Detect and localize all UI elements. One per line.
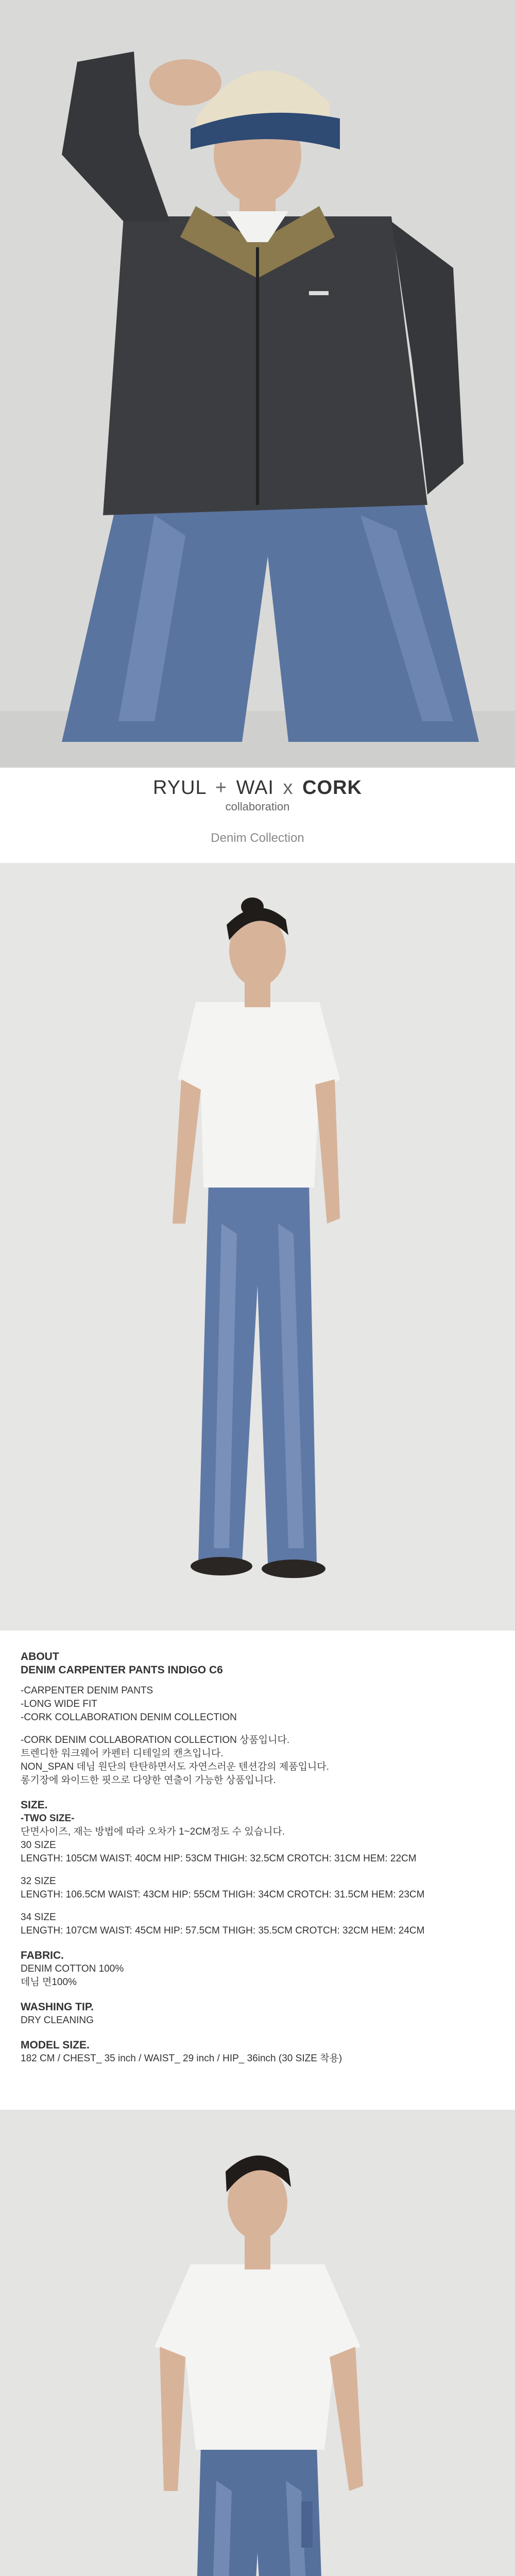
left-shoe bbox=[191, 1557, 252, 1575]
size-note: 단면사이즈, 재는 방법에 따라 오차가 1~2CM정도 수 있습니다. bbox=[21, 1826, 285, 1837]
description-line: 트렌디한 워크웨어 카펜터 디테일의 캔츠입니다. bbox=[21, 1748, 224, 1759]
fabric-line: 데님 면100% bbox=[21, 1977, 77, 1988]
brand-ryul: RYUL bbox=[153, 777, 207, 799]
size-label: 34 SIZE bbox=[21, 1912, 56, 1923]
description-line: NON_SPAN 데님 원단의 탄탄하면서도 자연스러운 텐션감의 제품입니다. bbox=[21, 1761, 329, 1772]
product-info bbox=[0, 1631, 515, 2110]
brand-cork: CORK bbox=[302, 777, 362, 799]
feature-item: -LONG WIDE FIT bbox=[21, 1699, 97, 1709]
feature-item: -CORK COLLABORATION DENIM COLLECTION bbox=[21, 1712, 237, 1723]
size-measurements: LENGTH: 106.5CM WAIST: 43CM HIP: 55CM THIGH: 34CM CROTCH: 31.5CM HEM: 23CM bbox=[21, 1889, 425, 1900]
model-full-illustration bbox=[0, 2110, 515, 2576]
fabric-heading: FABRIC. bbox=[21, 1950, 64, 1961]
size-subheading: -TWO SIZE- bbox=[21, 1813, 75, 1824]
brand-x: x bbox=[283, 777, 294, 799]
brand-plus: + bbox=[215, 777, 228, 799]
washing-heading: WASHING TIP. bbox=[21, 2001, 94, 2013]
model-photo-front bbox=[0, 863, 515, 1631]
size-heading: SIZE. bbox=[21, 1799, 48, 1811]
product-title: DENIM CARPENTER PANTS INDIGO C6 bbox=[21, 1664, 223, 1676]
description bbox=[21, 1734, 494, 1787]
brand-collaboration: collaboration bbox=[225, 800, 290, 813]
model-photo-full bbox=[0, 2110, 515, 2576]
size-measurements: LENGTH: 105CM WAIST: 40CM HIP: 53CM THIGH: 32.5CM CROTCH: 31CM HEM: 22CM bbox=[21, 1853, 417, 1864]
collection-name: Denim Collection bbox=[211, 831, 304, 845]
feature-list bbox=[21, 1684, 494, 1724]
hero-photo bbox=[0, 0, 515, 768]
hero-illustration bbox=[0, 0, 515, 768]
right-shoe bbox=[262, 1560, 325, 1578]
brand-header bbox=[0, 768, 515, 863]
description-line: -CORK DENIM COLLABORATION COLLECTION 상품입니다. bbox=[21, 1735, 290, 1745]
description-line: 롱기장에 와이드한 핏으로 다양한 연출이 가능한 상품입니다. bbox=[21, 1775, 276, 1786]
feature-item: -CARPENTER DENIM PANTS bbox=[21, 1685, 153, 1696]
model-size-line: 182 CM / CHEST_ 35 inch / WAIST_ 29 inch / HIP_ 36inch (30 SIZE 착용) bbox=[21, 2053, 342, 2064]
model-size-heading: MODEL SIZE. bbox=[21, 2039, 90, 2051]
size-label: 32 SIZE bbox=[21, 1876, 56, 1887]
fabric-line: DENIM COTTON 100% bbox=[21, 1963, 124, 1974]
about-heading: ABOUT bbox=[21, 1651, 59, 1663]
size-measurements: LENGTH: 107CM WAIST: 45CM HIP: 57.5CM THIGH: 35.5CM CROTCH: 32CM HEM: 24CM bbox=[21, 1925, 425, 1936]
brand-logo-line bbox=[0, 777, 515, 799]
washing-line: DRY CLEANING bbox=[21, 2015, 94, 2026]
model-front-illustration bbox=[0, 863, 515, 1631]
brand-wai: WAI bbox=[236, 777, 274, 799]
size-label: 30 SIZE bbox=[21, 1840, 56, 1851]
